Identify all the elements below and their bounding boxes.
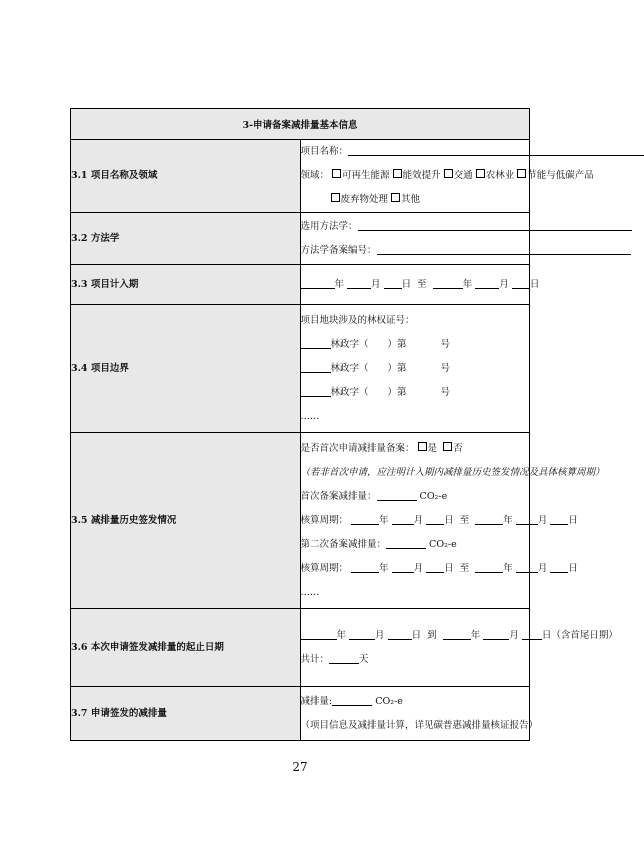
checkbox-transport[interactable] [444, 169, 453, 178]
project-name-label: 项目名称： [300, 146, 349, 157]
second-record-field[interactable] [386, 536, 426, 549]
table-title: 3-申请备案减排量基本信息 [71, 109, 530, 140]
project-name-field[interactable] [348, 143, 644, 156]
second-record-label: 第二次备案减排量： [300, 538, 387, 550]
unit-text: CO₂-e [429, 538, 457, 550]
total-days-field[interactable] [329, 651, 359, 664]
cert-text: 林政字（ ）第 [330, 386, 407, 398]
period-start-month[interactable] [392, 512, 414, 525]
cert-field[interactable] [301, 360, 331, 373]
cert-field[interactable] [301, 384, 331, 397]
period2-start-year[interactable] [351, 560, 379, 573]
month-text: 月 [371, 278, 381, 290]
to-text: 至 [417, 278, 427, 290]
issue-end-month[interactable] [483, 627, 509, 640]
section-3-4-value [300, 305, 530, 433]
to-text: 至 [459, 562, 470, 574]
amount-field[interactable] [332, 693, 372, 706]
section-3-3-label: 3.3 项目计入期 [71, 265, 301, 305]
year-text: 年 [379, 562, 389, 574]
period-start-year[interactable] [351, 512, 379, 525]
option-low-carbon: 节能与低碳产品 [527, 170, 594, 181]
first-record-field[interactable] [377, 488, 417, 501]
option-other: 其他 [401, 194, 421, 205]
period2-start-month[interactable] [392, 560, 414, 573]
unit-text: CO₂-e [419, 490, 448, 502]
page-number: 27 [292, 760, 308, 774]
period-end-day[interactable] [550, 512, 568, 525]
period2-end-day[interactable] [550, 560, 568, 573]
section-3-2-value [300, 213, 530, 265]
issue-end-day[interactable] [522, 627, 542, 640]
start-day-field[interactable] [384, 276, 402, 289]
total-label: 共计： [300, 653, 330, 665]
checkbox-yes[interactable] [418, 442, 427, 451]
application-form-table [70, 108, 618, 741]
option-renewable: 可再生能源 [342, 170, 390, 181]
section-3-5-label: 3.5 减排量历史签发情况 [71, 433, 301, 609]
day-text: 日 [529, 278, 540, 290]
cert-end: 号 [440, 338, 451, 350]
period2-end-month[interactable] [516, 560, 538, 573]
year-text: 年 [470, 629, 481, 641]
year-text: 年 [503, 514, 513, 526]
section-3-7-value [300, 687, 539, 741]
month-text: 月 [413, 562, 424, 574]
section-3-4-label: 3.4 项目边界 [71, 305, 301, 433]
yes-text: 是 [427, 442, 438, 454]
amount-note: （项目信息及减排量计算，详见碳普惠减排量核证报告） [300, 719, 539, 731]
issue-start-day[interactable] [388, 627, 412, 640]
option-agriculture: 农林业 [485, 170, 515, 181]
section-3-3-value [300, 265, 540, 305]
year-text: 年 [462, 278, 473, 290]
cert-text: 林政字（ ）第 [330, 362, 407, 374]
ellipsis: …… [300, 410, 320, 422]
option-efficiency: 能效提升 [402, 170, 441, 181]
field-label: 领域： [300, 170, 330, 181]
section-3-1-label: 3.1 项目名称及领域 [71, 140, 301, 213]
year-text: 年 [336, 629, 347, 641]
end-day-field[interactable] [512, 276, 530, 289]
checkbox-efficiency[interactable] [393, 169, 402, 178]
year-text: 年 [503, 562, 513, 574]
methodology-code-label: 方法学备案编号： [300, 244, 377, 256]
period-label: 核算周期： [300, 562, 349, 574]
period2-end-year[interactable] [475, 560, 503, 573]
checkbox-no[interactable] [443, 442, 452, 451]
period-end-year[interactable] [475, 512, 503, 525]
ellipsis: …… [300, 586, 320, 598]
month-text: 月 [537, 562, 548, 574]
methodology-field[interactable] [358, 218, 632, 231]
section-3-1-value [300, 140, 594, 213]
section-3-6-label: 3.6 本次申请签发减排量的起止日期 [71, 609, 301, 687]
checkbox-low-carbon[interactable] [517, 169, 526, 178]
day-text: 日 [411, 629, 422, 641]
to-text: 到 [427, 629, 437, 641]
checkbox-agriculture[interactable] [476, 169, 485, 178]
year-text: 年 [334, 278, 345, 290]
day-text: 日 [401, 278, 412, 290]
period2-start-day[interactable] [426, 560, 444, 573]
forest-cert-intro: 项目地块涉及的林权证号： [300, 314, 415, 326]
start-month-field[interactable] [347, 276, 371, 289]
day-text: 日 [444, 562, 454, 574]
checkbox-other[interactable] [391, 193, 400, 202]
days-text: 天 [359, 653, 369, 665]
cert-end: 号 [440, 362, 451, 374]
methodology-label: 选用方法学： [300, 220, 358, 232]
first-apply-question: 是否首次申请减排量备案： [300, 442, 415, 454]
to-text: 至 [459, 514, 470, 526]
period-label: 核算周期： [300, 514, 349, 526]
end-year-field[interactable] [433, 276, 463, 289]
cert-end: 号 [440, 386, 451, 398]
period-end-month[interactable] [516, 512, 538, 525]
first-record-label: 首次备案减排量： [300, 490, 377, 502]
day-text: 日 [444, 514, 454, 526]
no-text: 否 [453, 442, 463, 454]
section-3-5-value [300, 433, 605, 609]
option-transport: 交通 [453, 170, 473, 181]
month-text: 月 [499, 278, 509, 290]
amount-label: 减排量: [300, 695, 333, 707]
start-year-field[interactable] [301, 276, 335, 289]
end-month-field[interactable] [475, 276, 499, 289]
cert-text: 林政字（ ）第 [330, 338, 407, 350]
month-text: 月 [413, 514, 424, 526]
section-3-2-label: 3.2 方法学 [71, 213, 301, 265]
issue-end-year[interactable] [443, 627, 471, 640]
day-text: 日 [568, 514, 578, 526]
option-waste: 废弃物处理 [340, 194, 389, 205]
period-start-day[interactable] [426, 512, 444, 525]
history-note: （若非首次申请，应注明计入期内减排量历史签发情况及具体核算周期） [300, 466, 605, 478]
month-text: 月 [375, 629, 385, 641]
cert-field[interactable] [301, 336, 331, 349]
issue-start-month[interactable] [349, 627, 375, 640]
year-text: 年 [379, 514, 389, 526]
unit-text: CO₂-e [375, 695, 403, 707]
issue-start-year[interactable] [301, 627, 337, 640]
month-text: 月 [509, 629, 519, 641]
checkbox-waste[interactable] [331, 193, 340, 202]
month-text: 月 [537, 514, 548, 526]
day-end-text: 日（含首尾日期） [541, 629, 618, 641]
day-text: 日 [568, 562, 578, 574]
methodology-code-field[interactable] [377, 242, 631, 255]
section-3-6-value [300, 609, 618, 687]
section-3-7-label: 3.7 申请签发的减排量 [71, 687, 301, 741]
checkbox-renewable[interactable] [332, 169, 341, 178]
